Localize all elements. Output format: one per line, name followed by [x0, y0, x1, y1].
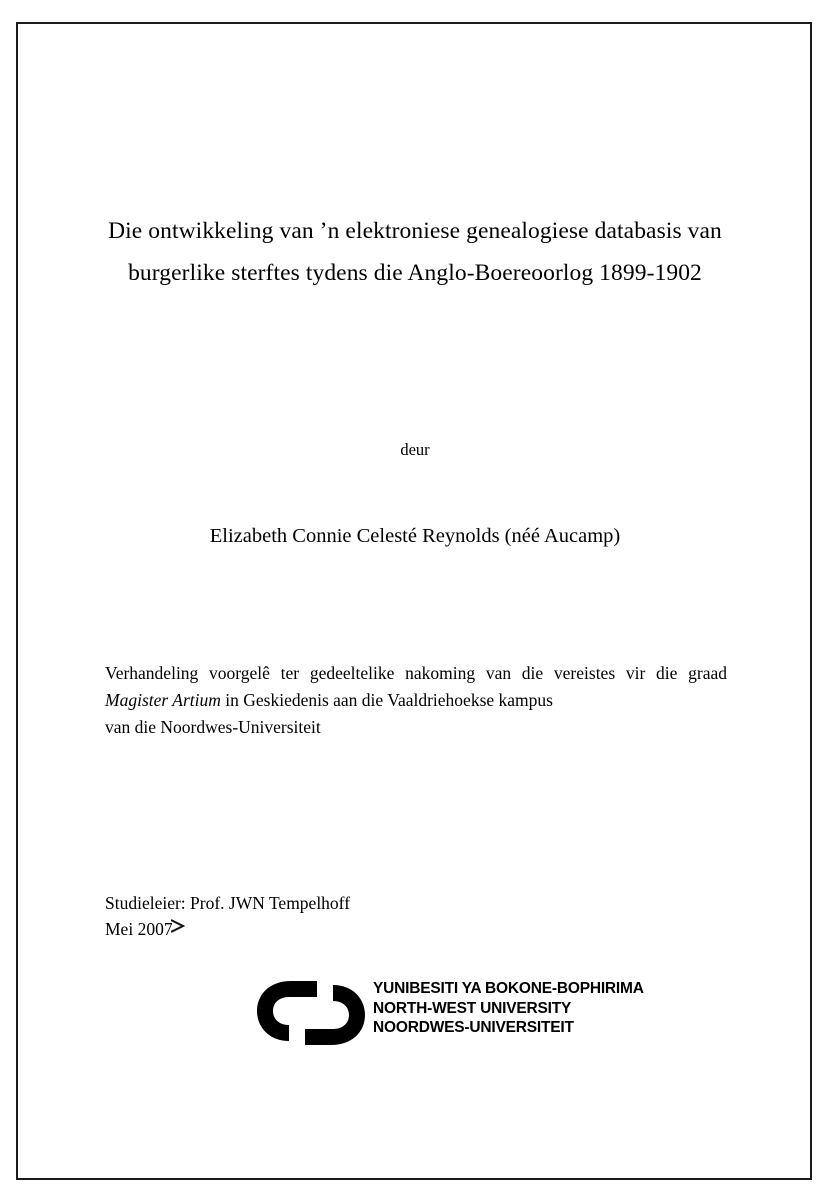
title-page-content	[95, 40, 735, 1160]
date-line-wrapper	[105, 916, 173, 942]
degree-statement-paragraph	[105, 660, 727, 714]
logo-text-line-2: NORTH-WEST UNIVERSITY	[373, 999, 572, 1017]
by-label: deur	[400, 440, 430, 459]
degree-name: Magister Artium	[105, 690, 221, 710]
north-west-university-logo-mark-icon	[255, 977, 367, 1049]
logo-text-block	[373, 979, 644, 1038]
degree-statement	[105, 660, 727, 741]
statement-part-1: Verhandeling voorgelê ter gedeeltelike nakoming van die vereistes vir die graad	[105, 663, 727, 683]
supervisor-and-date	[105, 890, 605, 942]
date-line: Mei 2007	[105, 919, 173, 939]
logo-text-line-1: YUNIBESITI YA BOKONE-BOPHIRIMA	[373, 980, 644, 997]
statement-part-2: in Geskiedenis aan die Vaaldriehoekse kampus	[220, 690, 553, 710]
university-logo	[255, 975, 644, 1053]
handwritten-stroke-icon	[171, 919, 185, 934]
title-line-2: burgerlike sterftes tydens die Anglo-Boereoorlog 1899-1902	[128, 260, 702, 286]
author-name: Elizabeth Connie Celesté Reynolds (néé Aucamp)	[209, 525, 621, 547]
supervisor-line: Studieleier: Prof. JWN Tempelhoff	[105, 893, 351, 913]
logo-text-line-3: NOORDWES-UNIVERSITEIT	[373, 1019, 574, 1036]
title-line-1: Die ontwikkeling van ’n elektroniese genealogiese databasis van	[108, 218, 722, 244]
thesis-title	[95, 210, 735, 294]
statement-part-3: van die Noordwes-Universiteit	[105, 717, 321, 737]
